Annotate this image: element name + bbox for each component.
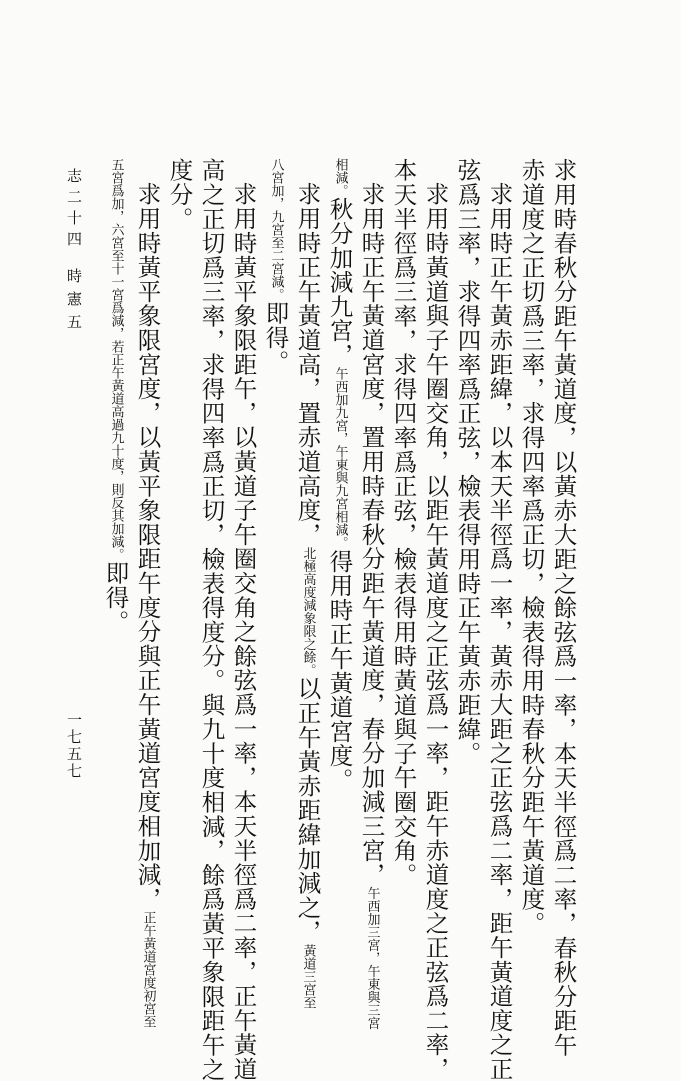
column-main-text: 得用時正午黃道宮度。 <box>325 549 354 793</box>
text-column-10 <box>261 158 290 374</box>
column-main-text: 弦爲三率，求得四率爲正弦，檢表得用時正午黃赤距緯。 <box>453 158 482 766</box>
column-main-text: 求用時黃道與子午圈交角，以距午黃道度之正弦爲一率，距午赤道度之正弦爲二率， <box>421 182 450 1081</box>
column-annotation: 北極高度減象限之餘。 <box>300 546 316 677</box>
text-column-6 <box>389 158 418 887</box>
column-annotation: 五宮爲加，六宮至十一宮爲減，若正午黃道高過九十度，則反其加減。 <box>108 158 124 561</box>
column-annotation: 午西加三宮，午東與三宮 <box>364 886 380 1030</box>
column-annotation: 午西加九宮，午東與九宮相減。 <box>332 367 348 550</box>
column-main-text: 求用時正午黃道宮度，置用時春秋分距午黃道度，春分加減三宮， <box>357 182 386 887</box>
column-main-text: 本天半徑爲三率，求得四率爲正弦，檢表得用時黃道與子午圈交角。 <box>389 158 418 887</box>
text-column-4 <box>453 158 482 766</box>
column-main-text: 度分。 <box>165 158 194 231</box>
text-column-11 <box>229 182 258 1081</box>
column-annotation: 正午黃道宮度初宮至 <box>140 911 156 1028</box>
text-column-9 <box>293 182 322 1009</box>
text-column-15 <box>101 158 130 634</box>
text-column-2 <box>517 158 546 936</box>
column-main-text: 求用時正午黃道高，置赤道高度， <box>293 182 322 547</box>
column-main-text: 高之正切爲三率，求得四率爲正切，檢表得度分。與九十度相減，餘爲黃平象限距午之 <box>197 158 226 1081</box>
running-header-section: 時憲五 <box>65 268 83 337</box>
text-column-5 <box>421 182 450 1081</box>
column-annotation: 相減。 <box>332 158 348 197</box>
text-column-1 <box>549 158 578 1058</box>
text-column-14 <box>133 182 162 1028</box>
column-main-text: 秋分加減九宮， <box>325 197 354 368</box>
column-main-text: 以正午黃赤距緯加減之， <box>293 676 322 944</box>
page-number: 一七五七 <box>65 712 83 780</box>
column-main-text: 即得。 <box>261 301 290 374</box>
text-column-8 <box>325 158 354 793</box>
column-main-text: 赤道度之正切爲三率，求得四率爲正切，檢表得用時春秋分距午黃道度。 <box>517 158 546 936</box>
running-header-volume: 志二十四 <box>65 168 83 252</box>
text-column-13 <box>165 158 194 231</box>
column-main-text: 求用時黃平象限距午，以黃道子午圈交角之餘弦爲一率，本天半徑爲二率，正午黃道 <box>229 182 258 1081</box>
column-main-text: 求用時正午黃赤距緯，以本天半徑爲一率，黃赤大距之正弦爲二率，距午黃道度之正 <box>485 182 514 1081</box>
text-column-7 <box>357 182 386 1030</box>
column-main-text: 即得。 <box>101 561 130 634</box>
column-annotation: 黃道三宮至 <box>300 943 316 1009</box>
text-column-12 <box>197 158 226 1081</box>
column-annotation: 八宮加，九宮至二宮減。 <box>268 158 284 301</box>
text-column-3 <box>485 182 514 1081</box>
column-main-text: 求用時黃平象限宮度，以黃平象限距午度分與正午黃道宮度相加減， <box>133 182 162 911</box>
column-main-text: 求用時春秋分距午黃道度，以黃赤大距之餘弦爲一率，本天半徑爲二率，春秋分距午 <box>549 158 578 1058</box>
